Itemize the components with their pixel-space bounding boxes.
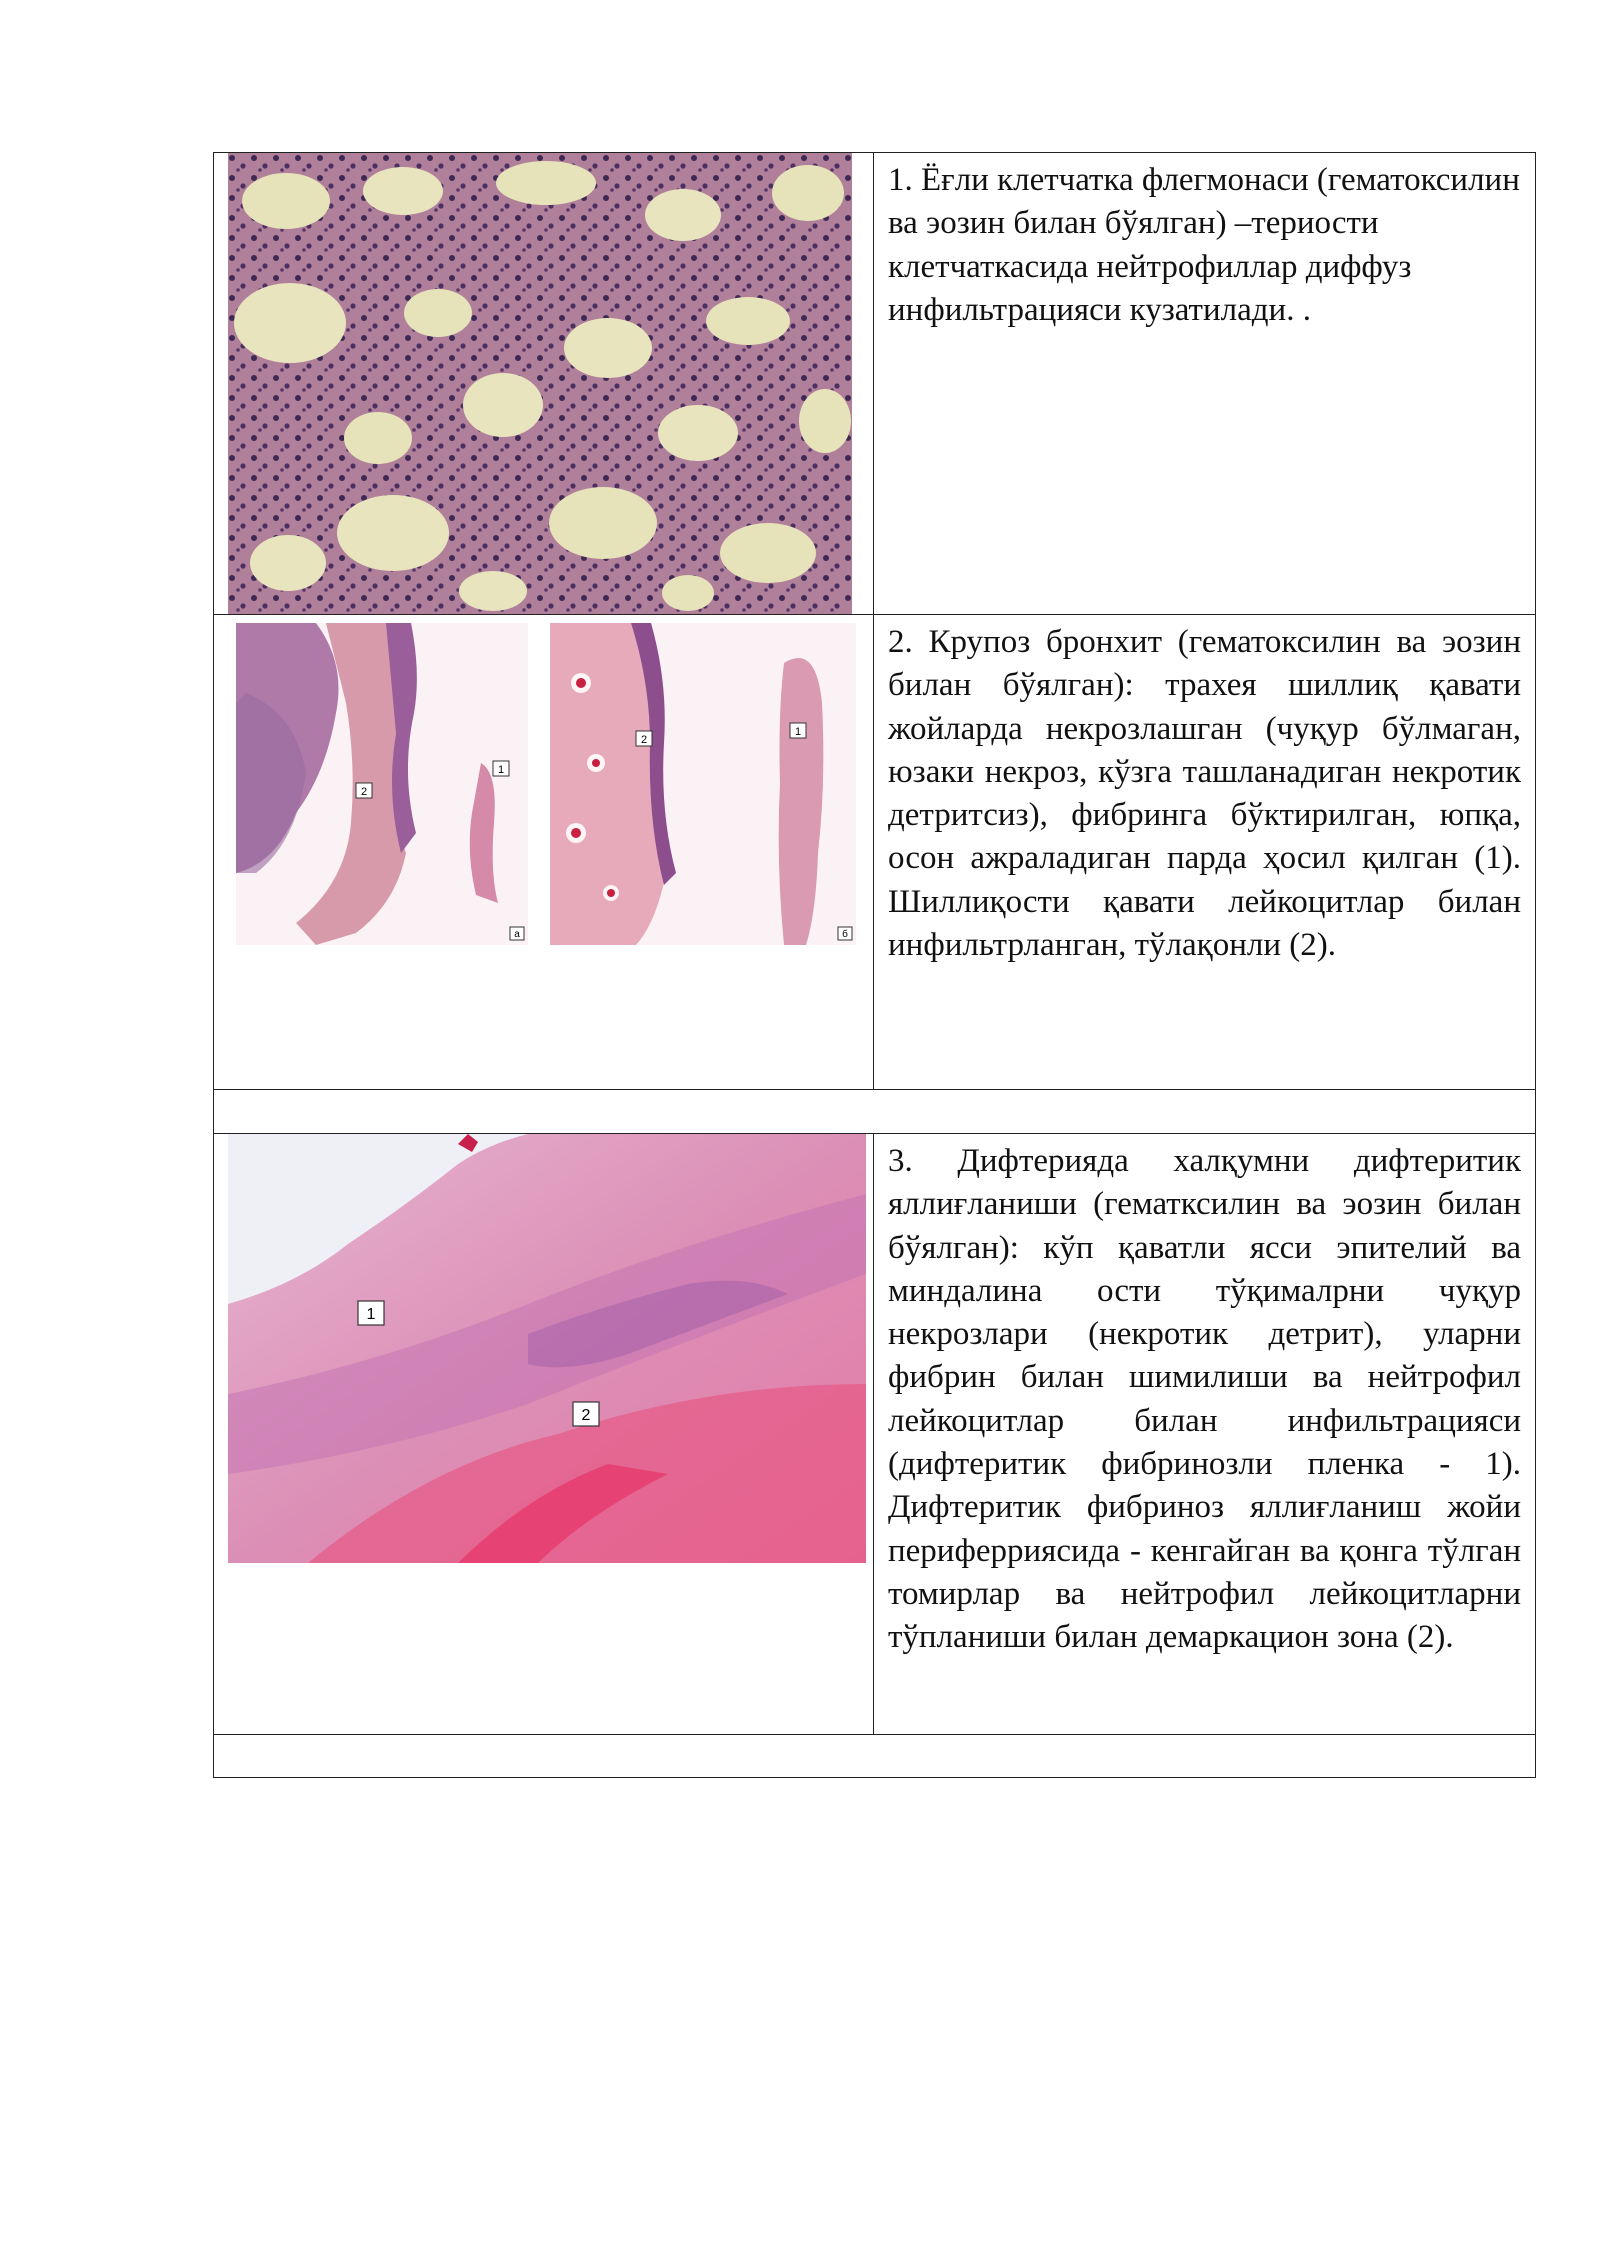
table-row <box>214 615 1536 1090</box>
description-cell <box>874 1134 1536 1735</box>
description-cell <box>874 615 1536 1090</box>
image-cell <box>214 615 874 1090</box>
figure-label: 1 <box>366 1306 376 1323</box>
figure-label: 2 <box>640 734 648 746</box>
fat-tissue-micrograph <box>228 153 852 614</box>
image-cell <box>214 1134 874 1735</box>
description-text: 3. Дифтерияда халқумни дифтеритик яллиғланиши (гематксилин ва эозин билан бўялган): кўп қаватли ясси эпителий ва миндалина ости тўқималрни чуқур некрозлари (некротик детрит), уларни фибрин билан шимилиши ва нейтрофил лейкоцитлар билан инфильтрацияси (дифтеритик фибринозли пленка - 1). Дифтеритик фибриноз яллиғланиш жойи периферриясида - кенгайган ва қонга тўлган томирлар ва нейтрофил лейкоцитларни тўпланиши билан демаркацион зона (2). <box>888 1143 1521 1656</box>
image-cell <box>214 153 874 615</box>
description-text: 1. Ёғли клетчатка флегмонаси (гематоксилин ва эозин билан бўялган) –териости клетчаткасида нейтрофиллар диффуз инфильтрацияси кузатилади. . <box>888 162 1520 328</box>
diphtheria-micrograph <box>228 1134 866 1563</box>
empty-cell <box>214 1735 1536 1778</box>
figure-label: а <box>514 929 520 940</box>
content-table <box>213 152 1536 1778</box>
figure-label: 1 <box>794 726 802 738</box>
figure-label: 1 <box>497 764 505 776</box>
figure-label: б <box>842 929 848 940</box>
figure-label: 2 <box>581 1407 591 1424</box>
empty-cell <box>214 1090 1536 1134</box>
table-row <box>214 153 1536 615</box>
description-cell <box>874 153 1536 615</box>
croupous-bronchitis-micrograph <box>236 623 856 945</box>
figure-label: 2 <box>360 786 368 798</box>
table-row <box>214 1735 1536 1778</box>
table-row <box>214 1134 1536 1735</box>
description-text: 2. Крупоз бронхит (гематоксилин ва эозин билан бўялган): трахея шиллиқ қавати жойларда некрозлашган (чуқур бўлмаган, юзаки некроз, кўзга ташланадиган некротик детритсиз), фибринга бўктирилган, юпқа, осон ажраладиган парда ҳосил қилган (1). Шиллиқости қавати лейкоцитлар билан инфильтрланган, тўлақонли (2). <box>888 624 1521 964</box>
table-row <box>214 1090 1536 1134</box>
